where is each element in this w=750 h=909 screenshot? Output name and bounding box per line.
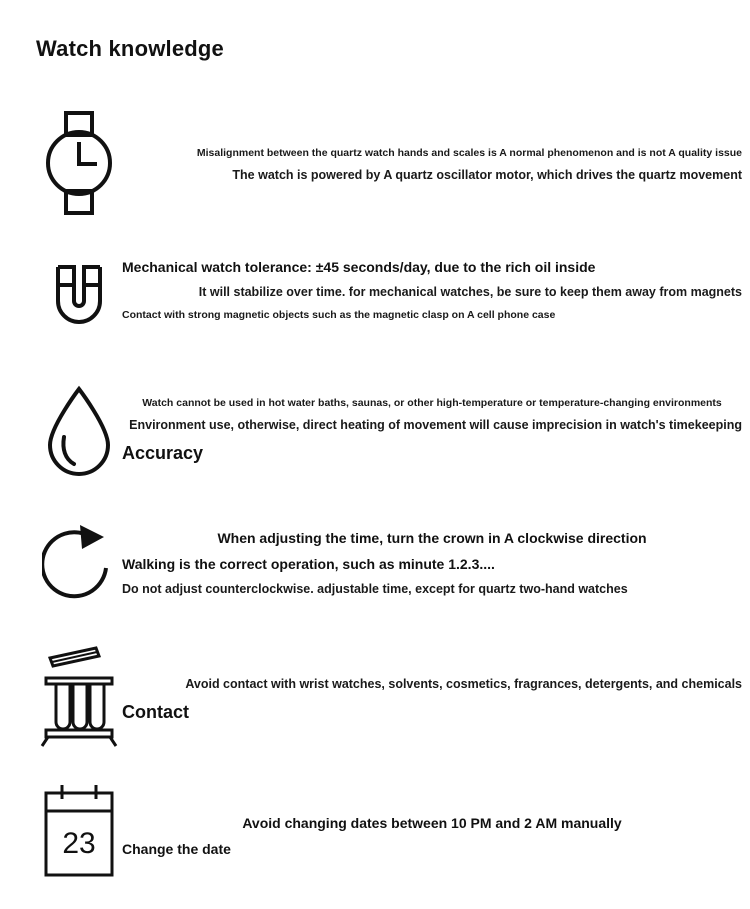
text-line: Watch cannot be used in hot water baths, saunas, or other high-temperature or temperature-changing environments (142, 397, 722, 409)
text-line: Contact with strong magnetic objects such as the magnetic clasp on A cell phone case (122, 308, 556, 321)
section-quartz (0, 110, 750, 220)
section-magnet (0, 248, 750, 348)
section-heading: Accuracy (122, 443, 204, 464)
section-crown-lines (122, 529, 742, 598)
page-title: Watch knowledge (36, 36, 224, 61)
text-line: Avoid changing dates between 10 PM and 2 AM manually (242, 815, 622, 831)
test-tube-rack-icon (36, 640, 122, 755)
clockwise-arrow-icon (36, 520, 122, 615)
section-quartz-lines (122, 146, 742, 184)
section-chemicals (0, 640, 750, 765)
section-chemicals-lines (122, 676, 742, 724)
section-water (0, 382, 750, 492)
text-line: It will stabilize over time. for mechanical watches, be sure to keep them away from magnets (198, 284, 742, 299)
section-water-lines (122, 396, 742, 465)
text-line: When adjusting the time, turn the crown in A clockwise direction (217, 530, 647, 546)
section-date-lines (122, 814, 742, 859)
calendar-icon (36, 782, 122, 882)
text-line: The watch is powered by A quartz oscillator motor, which drives the quartz movement (232, 168, 742, 183)
text-line: Avoid contact with wrist watches, solvents, cosmetics, fragrances, detergents, and chemicals (185, 677, 742, 691)
water-drop-icon (36, 382, 122, 482)
svg-text:23: 23 (62, 827, 96, 860)
magnet-icon (36, 256, 122, 336)
text-line: Misalignment between the quartz watch hands and scales is A normal phenomenon and is not A quality issue (196, 147, 742, 159)
text-line: Walking is the correct operation, such as minute 1.2.3.... (122, 555, 495, 572)
section-date (0, 782, 750, 892)
text-line: Environment use, otherwise, direct heating of movement will cause imprecision in watch's timekeeping (129, 418, 742, 433)
section-crown (0, 512, 750, 622)
wristwatch-icon (36, 110, 122, 215)
section-heading: Contact (122, 701, 189, 722)
section-magnet-lines (122, 258, 742, 322)
text-line: Do not adjust counterclockwise. adjustable time, except for quartz two-hand watches (122, 581, 628, 596)
text-line: Change the date (122, 840, 231, 857)
text-line: Mechanical watch tolerance: ±45 seconds/day, due to the rich oil inside (122, 259, 596, 275)
